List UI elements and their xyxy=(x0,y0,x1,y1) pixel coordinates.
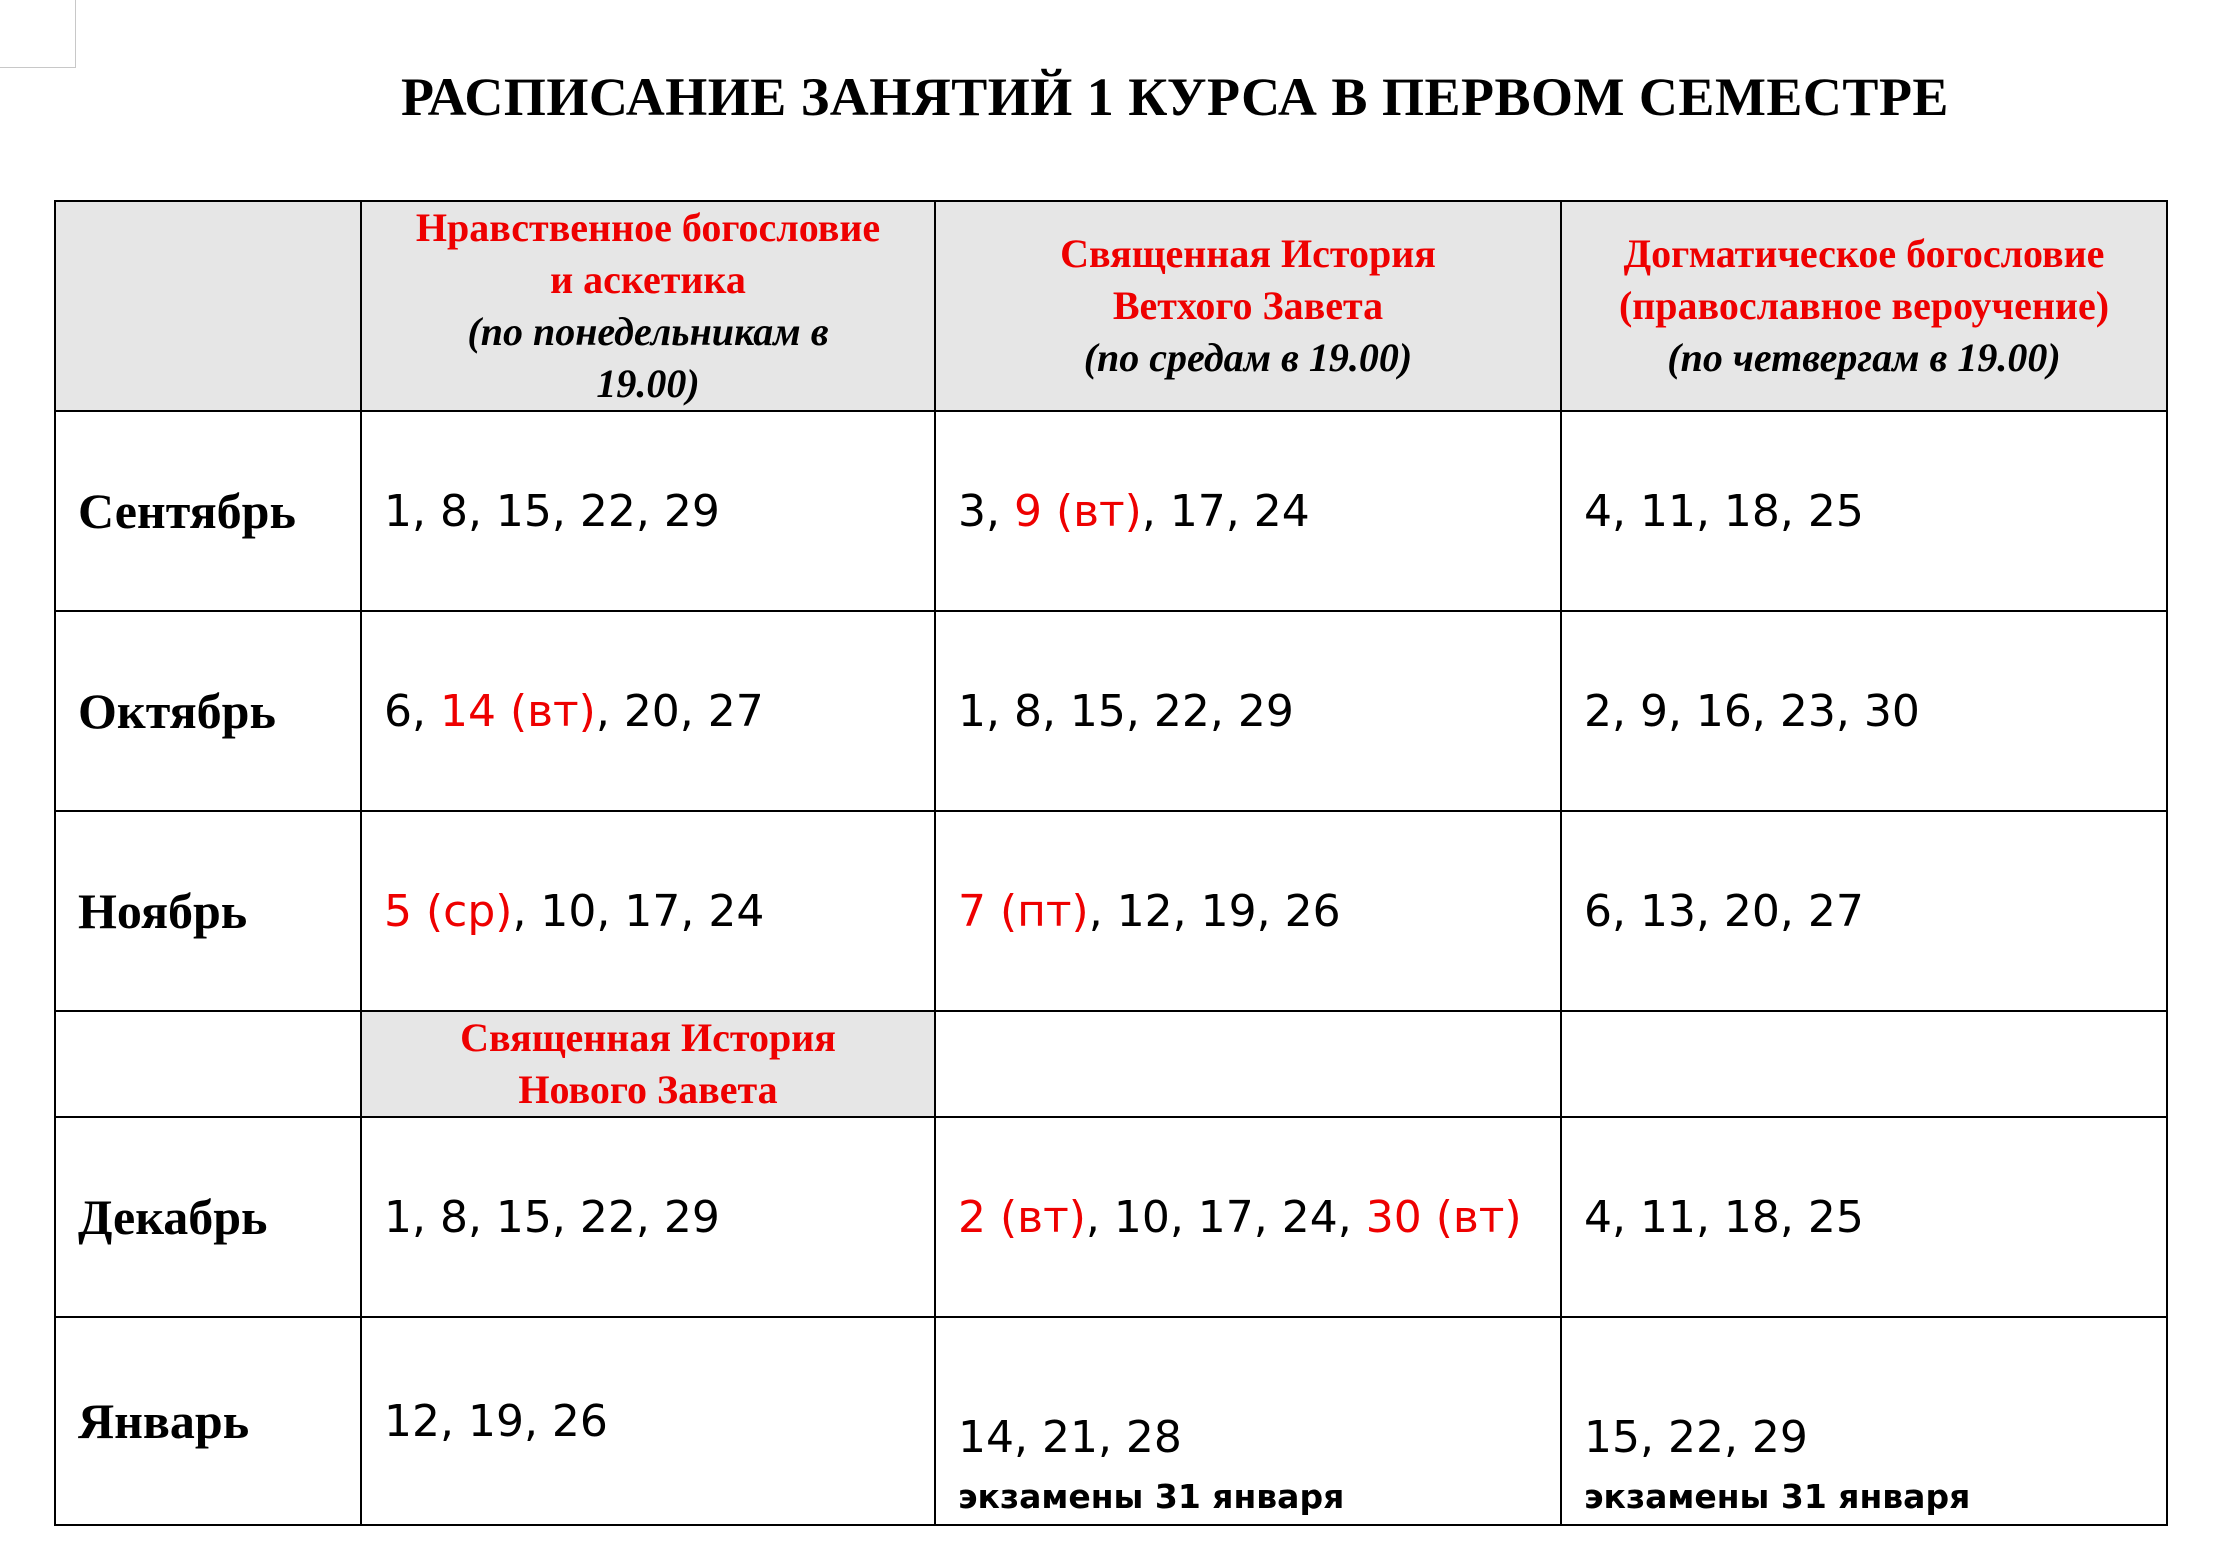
subject-name: Нового Завета xyxy=(518,1067,778,1112)
subject-name: Ветхого Завета xyxy=(1112,283,1384,328)
dates-cell: 2, 9, 16, 23, 30 xyxy=(1561,611,2167,811)
dates-cell: 4, 11, 18, 25 xyxy=(1561,411,2167,611)
header-new-testament-history xyxy=(361,1011,935,1117)
dates-cell xyxy=(361,811,935,1011)
dates-text: , 12, 19, 26 xyxy=(1088,885,1341,937)
empty-cell xyxy=(1561,1011,2167,1117)
dates-cell xyxy=(935,1317,1561,1525)
dates-text: 6, xyxy=(384,685,440,737)
dates-cell: 1, 8, 15, 22, 29 xyxy=(361,1117,935,1317)
empty-cell xyxy=(55,1011,361,1117)
dates-text: 3, xyxy=(958,485,1014,537)
dates-cell xyxy=(1561,1317,2167,1525)
schedule-note: (по понедельникам в xyxy=(467,309,829,354)
subject-name: Нравственное богословие xyxy=(415,205,881,250)
exam-note: экзамены 31 января xyxy=(958,1477,1345,1516)
schedule-note: (по средам в 19.00) xyxy=(1083,335,1413,380)
dates-cell: 12, 19, 26 xyxy=(361,1317,935,1525)
dates-cell: 1, 8, 15, 22, 29 xyxy=(935,611,1561,811)
dates-cell xyxy=(935,1117,1561,1317)
rescheduled-date: 9 (вт) xyxy=(1013,485,1142,537)
dates-cell: 1, 8, 15, 22, 29 xyxy=(361,411,935,611)
row-december xyxy=(55,1117,2167,1317)
schedule-note: 19.00) xyxy=(596,361,700,406)
rescheduled-date: 30 (вт) xyxy=(1365,1191,1522,1243)
rescheduled-date: 5 (ср) xyxy=(384,885,513,937)
subject-name: Священная История xyxy=(1060,231,1436,276)
page-title: РАСПИСАНИЕ ЗАНЯТИЙ 1 КУРСА В ПЕРВОМ СЕМЕСТРЕ xyxy=(401,67,1949,127)
dates-text: , 20, 27 xyxy=(595,685,764,737)
row-november xyxy=(55,811,2167,1011)
dates-text: , 10, 17, 24, xyxy=(1085,1191,1366,1243)
page-corner-mark xyxy=(0,0,76,68)
dates-text: 15, 22, 29 xyxy=(1584,1412,1808,1463)
subject-name: (православное вероучение) xyxy=(1618,283,2110,328)
month-label: Декабрь xyxy=(55,1117,361,1317)
header-old-testament-history xyxy=(935,201,1561,411)
schedule-note: (по четвергам в 19.00) xyxy=(1667,335,2061,380)
row-september xyxy=(55,411,2167,611)
row-october xyxy=(55,611,2167,811)
header-moral-theology xyxy=(361,201,935,411)
month-label: Октябрь xyxy=(55,611,361,811)
month-label: Ноябрь xyxy=(55,811,361,1011)
subheader-row xyxy=(55,1011,2167,1117)
rescheduled-date: 14 (вт) xyxy=(439,685,596,737)
dates-cell xyxy=(935,411,1561,611)
dates-cell: 4, 11, 18, 25 xyxy=(1561,1117,2167,1317)
dates-cell xyxy=(935,811,1561,1011)
month-label: Сентябрь xyxy=(55,411,361,611)
empty-cell xyxy=(935,1011,1561,1117)
subject-name: и аскетика xyxy=(550,257,746,302)
header-row xyxy=(55,201,2167,411)
dates-text: , 17, 24 xyxy=(1141,485,1310,537)
dates-cell: 6, 13, 20, 27 xyxy=(1561,811,2167,1011)
rescheduled-date: 2 (вт) xyxy=(958,1191,1086,1243)
rescheduled-date: 7 (пт) xyxy=(958,885,1089,937)
dates-text: , 10, 17, 24 xyxy=(512,885,765,937)
header-corner-cell xyxy=(55,201,361,411)
row-january xyxy=(55,1317,2167,1525)
exam-note: экзамены 31 января xyxy=(1584,1477,1971,1516)
schedule-table xyxy=(54,200,2168,1526)
subject-name: Священная История xyxy=(460,1015,836,1060)
dates-text: 14, 21, 28 xyxy=(958,1412,1182,1463)
header-dogmatic-theology xyxy=(1561,201,2167,411)
dates-cell xyxy=(361,611,935,811)
month-label: Январь xyxy=(55,1317,361,1525)
subject-name: Догматическое богословие xyxy=(1623,231,2105,276)
